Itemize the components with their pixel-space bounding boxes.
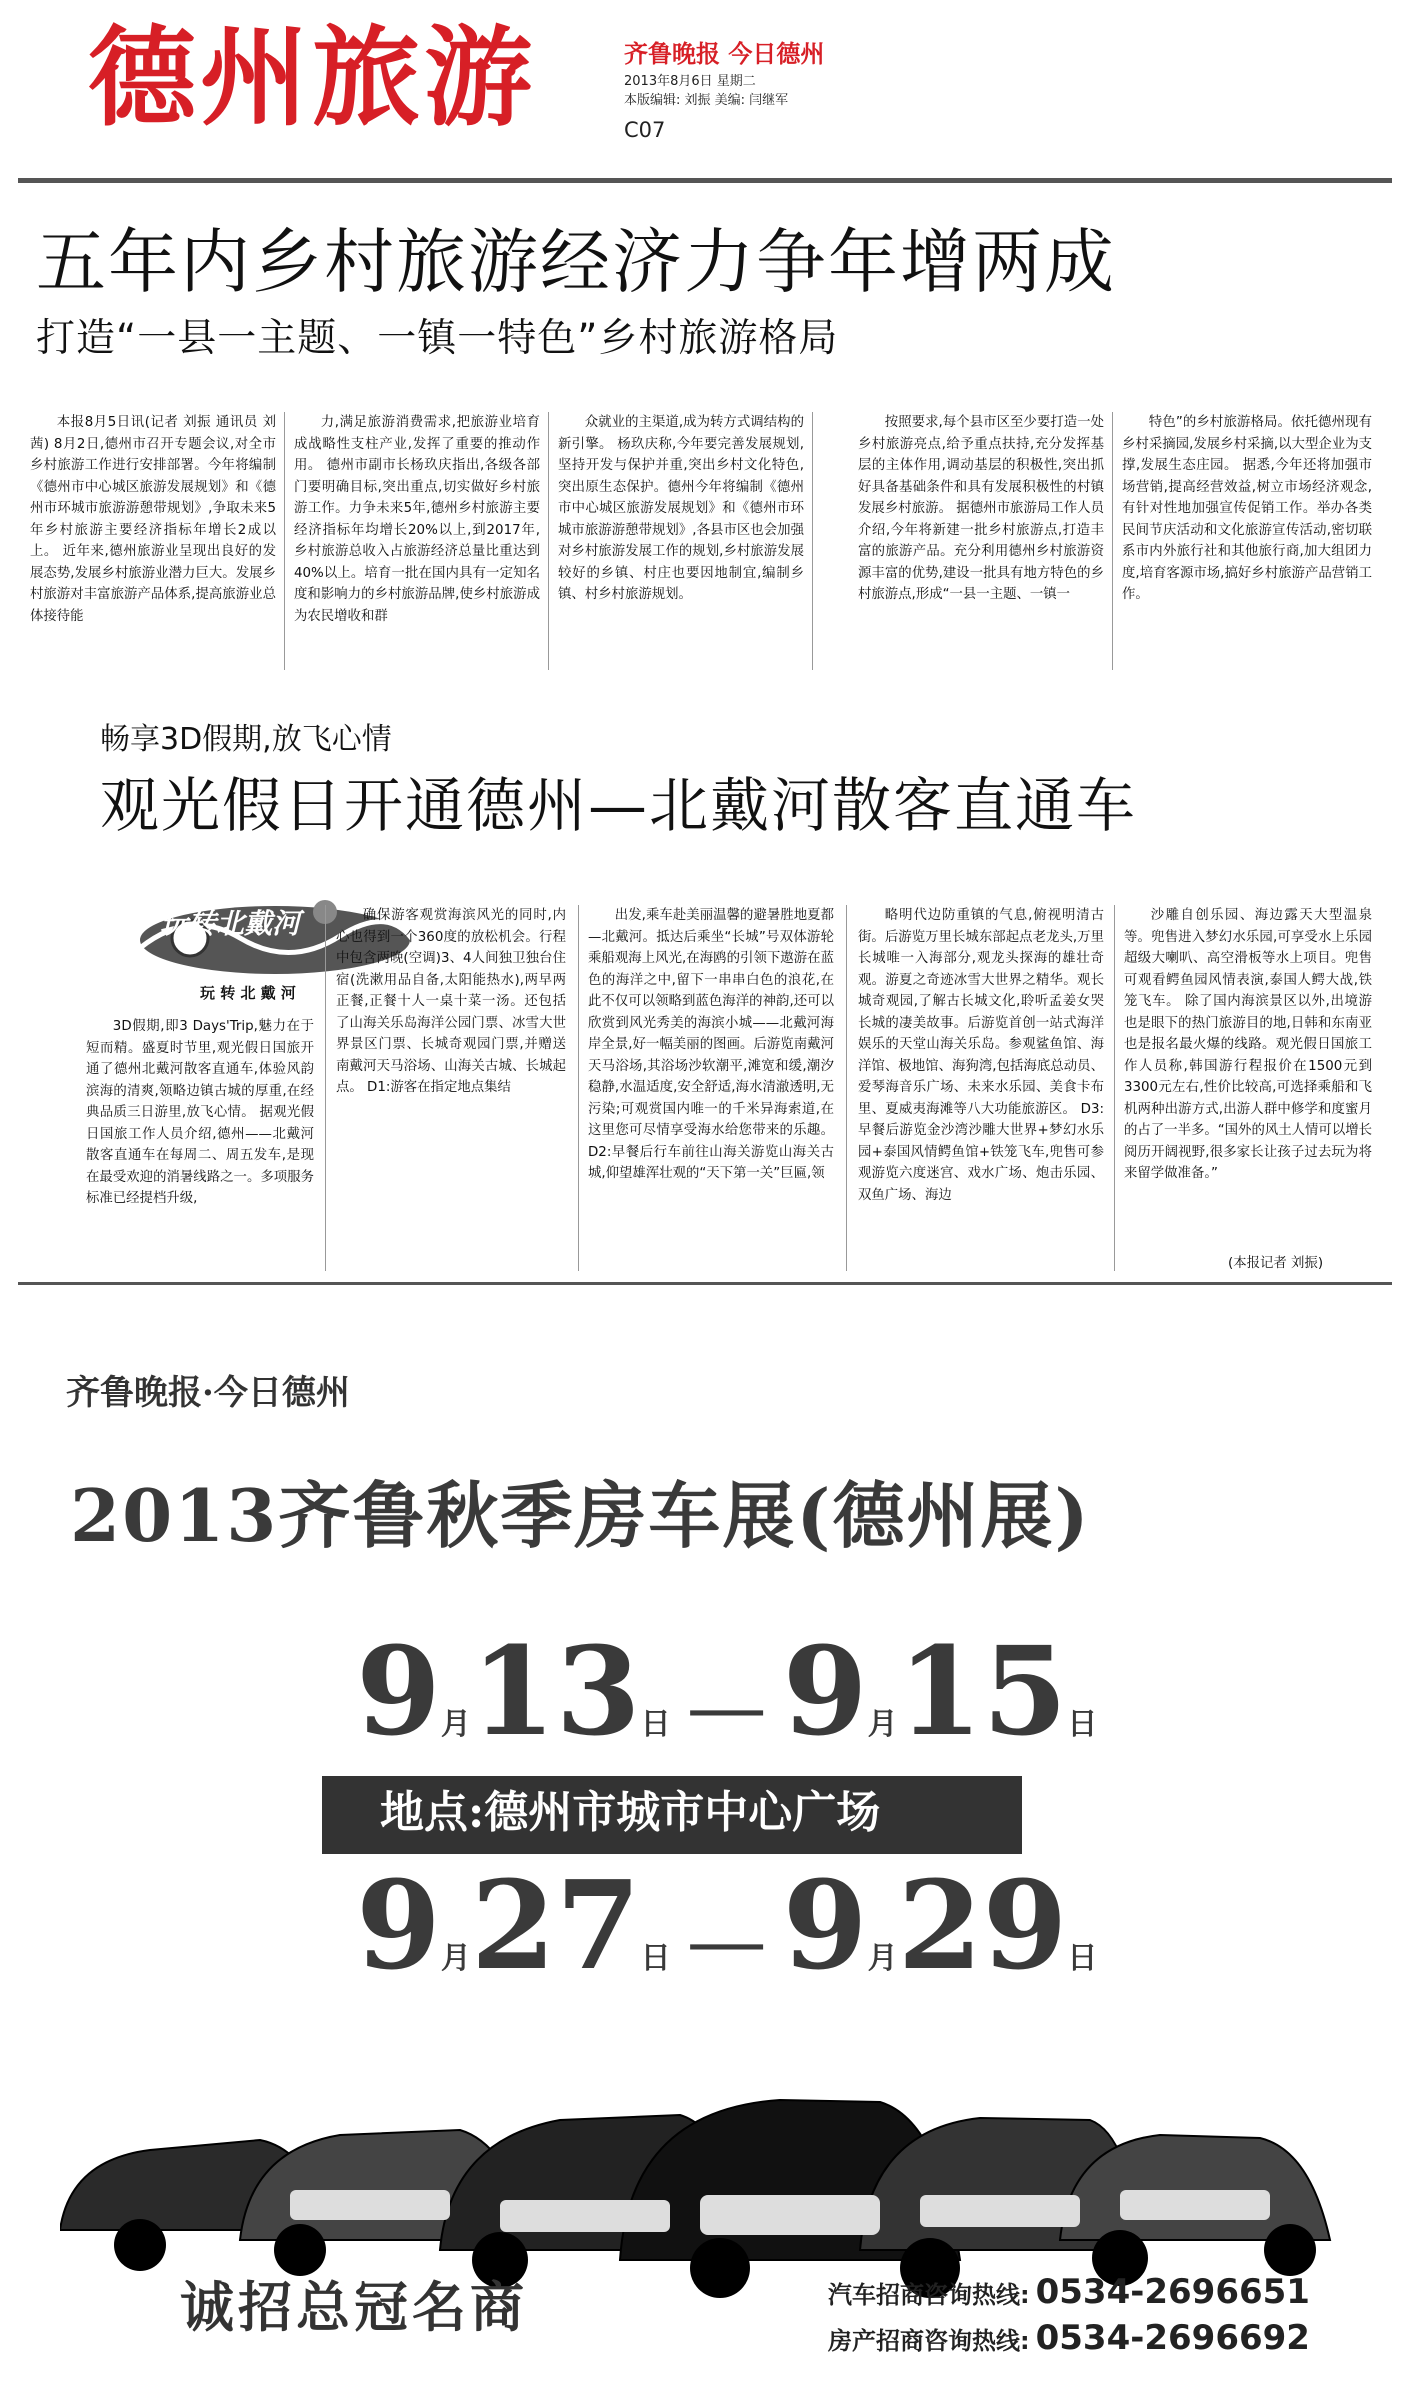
masthead-divider bbox=[18, 178, 1392, 183]
date-range-2: 9月27日 — 9月29日 bbox=[356, 1853, 1098, 1997]
issue-date: 2013年8月6日 星期二 bbox=[624, 74, 756, 89]
issue-meta bbox=[624, 72, 788, 110]
logo-caption: 玩 转 北 戴 河 bbox=[200, 984, 296, 1002]
ad-title: 2013齐鲁秋季房车展(德州展) bbox=[70, 1473, 1091, 1558]
section-title: 德州旅游 bbox=[88, 15, 537, 141]
page-number: C07 bbox=[624, 118, 666, 142]
article2-col-2: 确保游客观赏海滨风光的同时,内心也得到一个360度的放松机会。行程中包含两晚(空调)3、4人间独卫独台住宿(洗漱用品自备,太阳能热水),两早两正餐,正餐十人一桌十菜一汤。还包括了山海关乐岛海洋公园门票、冰雪大世界景区门票、长城奇观园门票,并赠送南戴河天马浴场、山海关古城、长城起点。 D1:游客在指定地点集结 bbox=[336, 908, 566, 1095]
issue-editors: 本版编辑: 刘振 美编: 闫继军 bbox=[624, 93, 789, 108]
car-lineup-illustration bbox=[60, 2030, 1350, 2300]
article1-col-1: 本报8月5日讯(记者 刘振 通讯员 刘茜) 8月2日,德州市召开专题会议,对全市乡村旅游工作进行安排部署。今年将编制《德州市中心城区旅游发展规划》和《德州市环城市旅游游憩带规划》,争取未来5年乡村旅游主要经济指标年增长2成以上。 近年来,德州旅游业呈现出良好的发展态势,发展乡村旅游业潜力巨大。发展乡村旅游对丰富旅游产品体系,提高旅游业总体接待能 bbox=[30, 415, 276, 624]
venue-text: 地点:德州市城市中心广场 bbox=[380, 1787, 881, 1838]
article2-col-3: 出发,乘车赴美丽温馨的避暑胜地夏都—北戴河。抵达后乘坐“长城”号双体游轮乘船观海上风光,在海鸥的引领下遨游在蓝色的海洋之中,留下一串串白色的浪花,在此不仅可以领略到蓝色海洋的神韵,还可以欣赏到风光秀美的海滨小城——北戴河海岸全景,好一幅美丽的图画。后游览南戴河天马浴场,其浴场沙软潮平,滩宽和缓,潮汐稳静,水温适度,安全舒适,海水清澈透明,无污染;可观赏国内唯一的千米异海索道,在这里您可尽情享受海水给您带来的乐趣。 D2:早餐后行车前往山海关游览山海关古城,仰望雄浑壮观的“天下第一关”巨匾,领 bbox=[588, 908, 834, 1181]
column-divider bbox=[325, 905, 326, 1271]
column-divider bbox=[846, 905, 847, 1271]
ad-paper-name: 齐鲁晚报·今日德州 bbox=[66, 1373, 350, 1413]
column-divider bbox=[812, 412, 813, 670]
article1-col-2: 力,满足旅游消费需求,把旅游业培育成战略性支柱产业,发挥了重要的推动作用。 德州市副市长杨玖庆指出,各级各部门要明确目标,突出重点,切实做好乡村旅游工作。力争未来5年,德州乡村旅游主要经济指标年均增长20%以上,到2017年,乡村旅游总收入占旅游经济总量比重达到40%以上。培育一批在国内具有一定知名度和影响力的乡村旅游品牌,使乡村旅游成为农民增收和群 bbox=[294, 415, 540, 624]
article1-col-4: 按照要求,每个县市区至少要打造一处乡村旅游亮点,给予重点扶持,充分发挥基层的主体作用,调动基层的积极性,突出抓好具备基础条件和具有发展积极性的村镇发展乡村旅游。 据德州市旅游局工作人员介绍,今年将新建一批乡村旅游点,打造丰富的旅游产品。充分利用德州乡村旅游资源丰富的优势,建设一批具有地方特色的乡村旅游点,形成“一县一主题、一镇一 bbox=[858, 415, 1104, 602]
article1-subhead: 打造“一县一主题、一镇一特色”乡村旅游格局 bbox=[36, 316, 839, 361]
column-divider bbox=[578, 905, 579, 1271]
hotline-car: 汽车招商咨询热线: 0534-2696651 bbox=[828, 2272, 1310, 2312]
article1-headline: 五年内乡村旅游经济力争年增两成 bbox=[36, 221, 1116, 303]
masthead bbox=[0, 0, 1409, 178]
column-divider bbox=[548, 412, 549, 670]
date-range-1: 9月13日 — 9月15日 bbox=[356, 1619, 1098, 1763]
sponsor-call: 诚招总冠名商 bbox=[180, 2276, 528, 2339]
column-divider bbox=[1114, 905, 1115, 1271]
article2-col-1: 3D假期,即3 Days'Trip,魅力在于短而精。盛夏时节里,观光假日国旅开通了德州北戴河散客直通车,体验风韵滨海的清爽,领略边镇古城的厚重,在经典品质三日游里,放飞心情。 据观光假日国旅工作人员介绍,德州——北戴河散客直通车在每周二、周五发车,是现在最受欢迎的消暑线路之一。多项服务标准已经提档升级, bbox=[86, 1019, 314, 1206]
article2-credit: (本报记者 刘振) bbox=[1228, 1256, 1324, 1271]
paper-name: 齐鲁晚报 今日德州 bbox=[624, 39, 825, 68]
article1-col-3: 众就业的主渠道,成为转方式调结构的新引擎。 杨玖庆称,今年要完善发展规划,坚持开发与保护并重,突出乡村文化特色,突出原生态保护。德州今年将编制《德州市中心城区旅游发展规划》和《德州市环城市旅游游憩带规划》,各县市区也会加强对乡村旅游发展工作的规划,乡村旅游发展较好的乡镇、村庄也要因地制宜,编制乡镇、村乡村旅游规划。 bbox=[558, 415, 804, 602]
article2-kicker: 畅享3D假期,放飞心情 bbox=[100, 722, 392, 757]
hotline-property: 房产招商咨询热线: 0534-2696692 bbox=[828, 2318, 1310, 2358]
article1-col-5: 特色”的乡村旅游格局。依托德州现有乡村采摘园,发展乡村采摘,以大型企业为支撑,发展生态庄园。 据悉,今年还将加强市场营销,提高经营效益,树立市场经济观念,有针对性地加强宣传促销工作。举办各类民间节庆活动和文化旅游宣传活动,密切联系市内外旅行社和其他旅行商,加大组团力度,培育客源市场,搞好乡村旅游产品营销工作。 bbox=[1122, 415, 1372, 602]
article2-col-4: 略明代边防重镇的气息,俯视明清古街。后游览万里长城东部起点老龙头,万里长城唯一入海部分,观龙头探海的雄壮奇观。游夏之奇迹冰雪大世界之精华。观长城奇观园,了解古长城文化,聆听孟姜女哭长城的凄美故事。后游览首创一站式海洋娱乐的天堂山海关乐岛。参观鲨鱼馆、海洋馆、极地馆、海狗湾,包括海底总动员、爱琴海音乐广场、未来水乐园、美食卡布里、夏威夷海滩等八大功能旅游区。 D3:早餐后游览金沙湾沙雕大世界+梦幻水乐园+泰国风情鳄鱼馆+铁笼飞车,兜售可参观游览六度迷宫、戏水广场、炮击乐园、双鱼广场、海边 bbox=[858, 908, 1104, 1203]
article2-headline: 观光假日开通德州—北戴河散客直通车 bbox=[100, 771, 1138, 840]
article2-col-5: 沙雕自创乐园、海边露天大型温泉等。兜售进入梦幻水乐园,可享受水上乐园超级大喇叭、高空滑板等水上项目。兜售可观看鳄鱼园风情表演,泰国人鳄大战,铁笼飞车。 除了国内海滨景区以外,出境游也是眼下的热门旅游目的地,日韩和东南亚也是报名最火爆的线路。观光假日国旅工作人员称,韩国游行程报价在1500元到3300元左右,性价比较高,可选择乘船和飞机两种出游方式,出游人群中修学和度蜜月的占了一半多。“国外的风土人情可以增长阅历开阔视野,很多家长让孩子过去玩为将来留学做准备。” bbox=[1124, 908, 1372, 1181]
column-divider bbox=[284, 412, 285, 670]
column-divider bbox=[1112, 412, 1113, 670]
logo-script-text: 玩转北戴河 bbox=[160, 907, 301, 940]
